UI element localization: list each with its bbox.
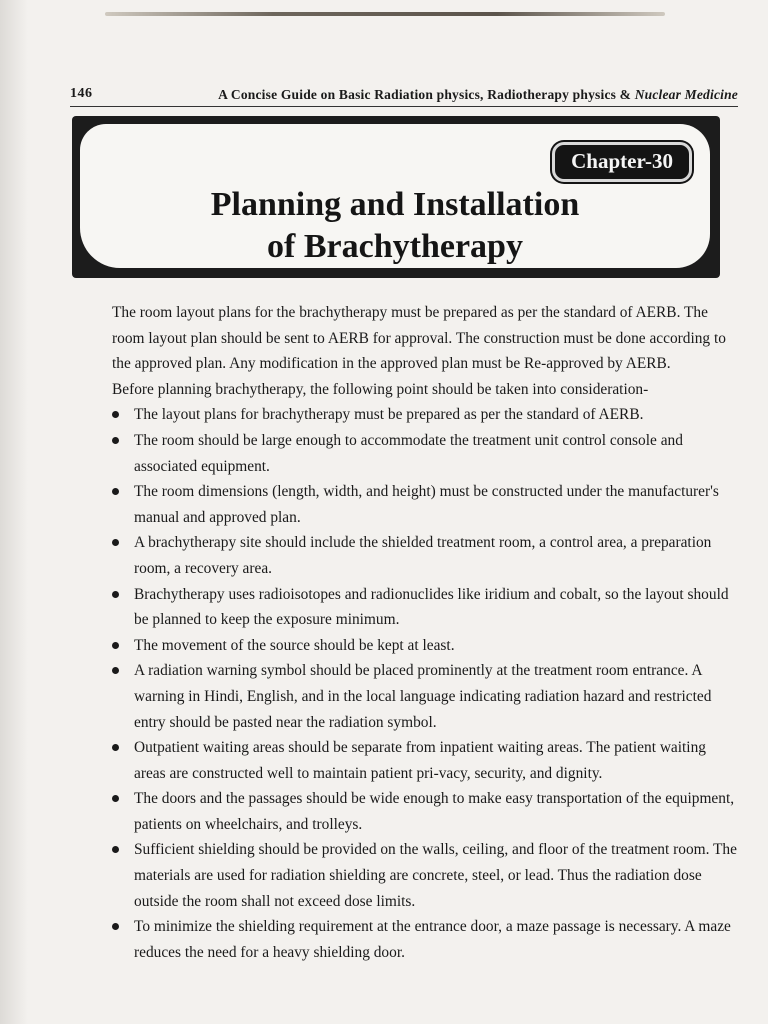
chapter-title-box (72, 116, 720, 278)
bullet-icon (112, 488, 119, 495)
list-item-text: To minimize the shielding requirement at the entrance door, a maze passage is necessary. A maze reduces the need for a heavy shielding door. (134, 918, 731, 961)
list-item (112, 530, 738, 581)
list-item-text: The layout plans for brachytherapy must be prepared as per the standard of AERB. (134, 406, 644, 424)
list-item (112, 428, 738, 479)
bullet-icon (112, 744, 119, 751)
page-number: 146 (70, 86, 93, 101)
intro-lead-in: Before planning brachytherapy, the following point should be taken into consideration- (112, 380, 649, 398)
list-item (112, 402, 738, 428)
book-title-italic: Nuclear Medicine (634, 87, 738, 102)
list-item-text: Brachytherapy uses radioisotopes and radionuclides like iridium and cobalt, so the layout should be planned to keep the exposure minimum. (134, 585, 729, 629)
bullet-icon (112, 846, 119, 853)
chapter-title-line-2: of Brachytherapy (267, 228, 523, 265)
intro (112, 300, 738, 402)
list-item (112, 633, 738, 659)
list-item-text: The room dimensions (length, width, and height) must be constructed under the manufacturer's manual and approved plan. (134, 483, 719, 526)
intro-paragraph: The room layout plans for the brachytherapy must be prepared as per the standard of AERB. The room layout plan should be sent to AERB for approval. The construction must be done according to the approved plan. Any modification in the approved plan must be Re-approved by AERB. (112, 304, 726, 373)
header-rule (70, 106, 738, 107)
list-item (112, 837, 738, 914)
list-item-text: A radiation warning symbol should be placed prominently at the treatment room entrance. A warning in Hindi, English, and in the local language indicating radiation hazard and restricted entry should be pasted near the radiation symbol. (134, 662, 712, 731)
chapter-title (80, 184, 710, 268)
bullet-icon (112, 667, 119, 674)
list-item-text: The movement of the source should be kept at least. (134, 636, 455, 654)
list-item (112, 479, 738, 530)
book-title-main: A Concise Guide on Basic Radiation physics, Radiotherapy physics & (218, 87, 632, 102)
consideration-list (112, 402, 738, 965)
page-gutter-shadow (0, 0, 28, 1024)
running-header (70, 86, 738, 108)
bullet-icon (112, 437, 119, 444)
chapter-badge: Chapter-30 (552, 142, 692, 182)
list-item-text: A brachytherapy site should include the shielded treatment room, a control area, a preparation room, a recovery area. (134, 534, 712, 577)
list-item-text: Outpatient waiting areas should be separate from inpatient waiting areas. The patient waiting areas are constructed well to maintain patient pri-vacy, security, and dignity. (134, 739, 706, 782)
body-text (112, 300, 738, 965)
list-item (112, 658, 738, 735)
bullet-icon (112, 539, 119, 546)
list-item (112, 735, 738, 786)
book-title (218, 87, 738, 103)
bullet-icon (112, 411, 119, 418)
bullet-icon (112, 591, 119, 598)
bullet-icon (112, 642, 119, 649)
list-item-text: The room should be large enough to accommodate the treatment unit control console and associated equipment. (134, 431, 683, 475)
list-item (112, 914, 738, 965)
list-item-text: The doors and the passages should be wide enough to make easy transportation of the equipment, patients on wheelchairs, and trolleys. (134, 790, 735, 833)
list-item (112, 786, 738, 837)
page-top-edge (105, 12, 665, 16)
list-item (112, 582, 738, 633)
bullet-icon (112, 795, 119, 802)
bullet-icon (112, 923, 119, 930)
chapter-title-line-1: Planning and Installation (210, 186, 580, 223)
list-item-text: Sufficient shielding should be provided on the walls, ceiling, and floor of the treatment room. The materials are used for radiation shielding are concrete, steel, or lead. Thus the radiation dose outside the room shall not exceed dose limits. (134, 841, 737, 910)
chapter-title-panel (80, 124, 710, 268)
